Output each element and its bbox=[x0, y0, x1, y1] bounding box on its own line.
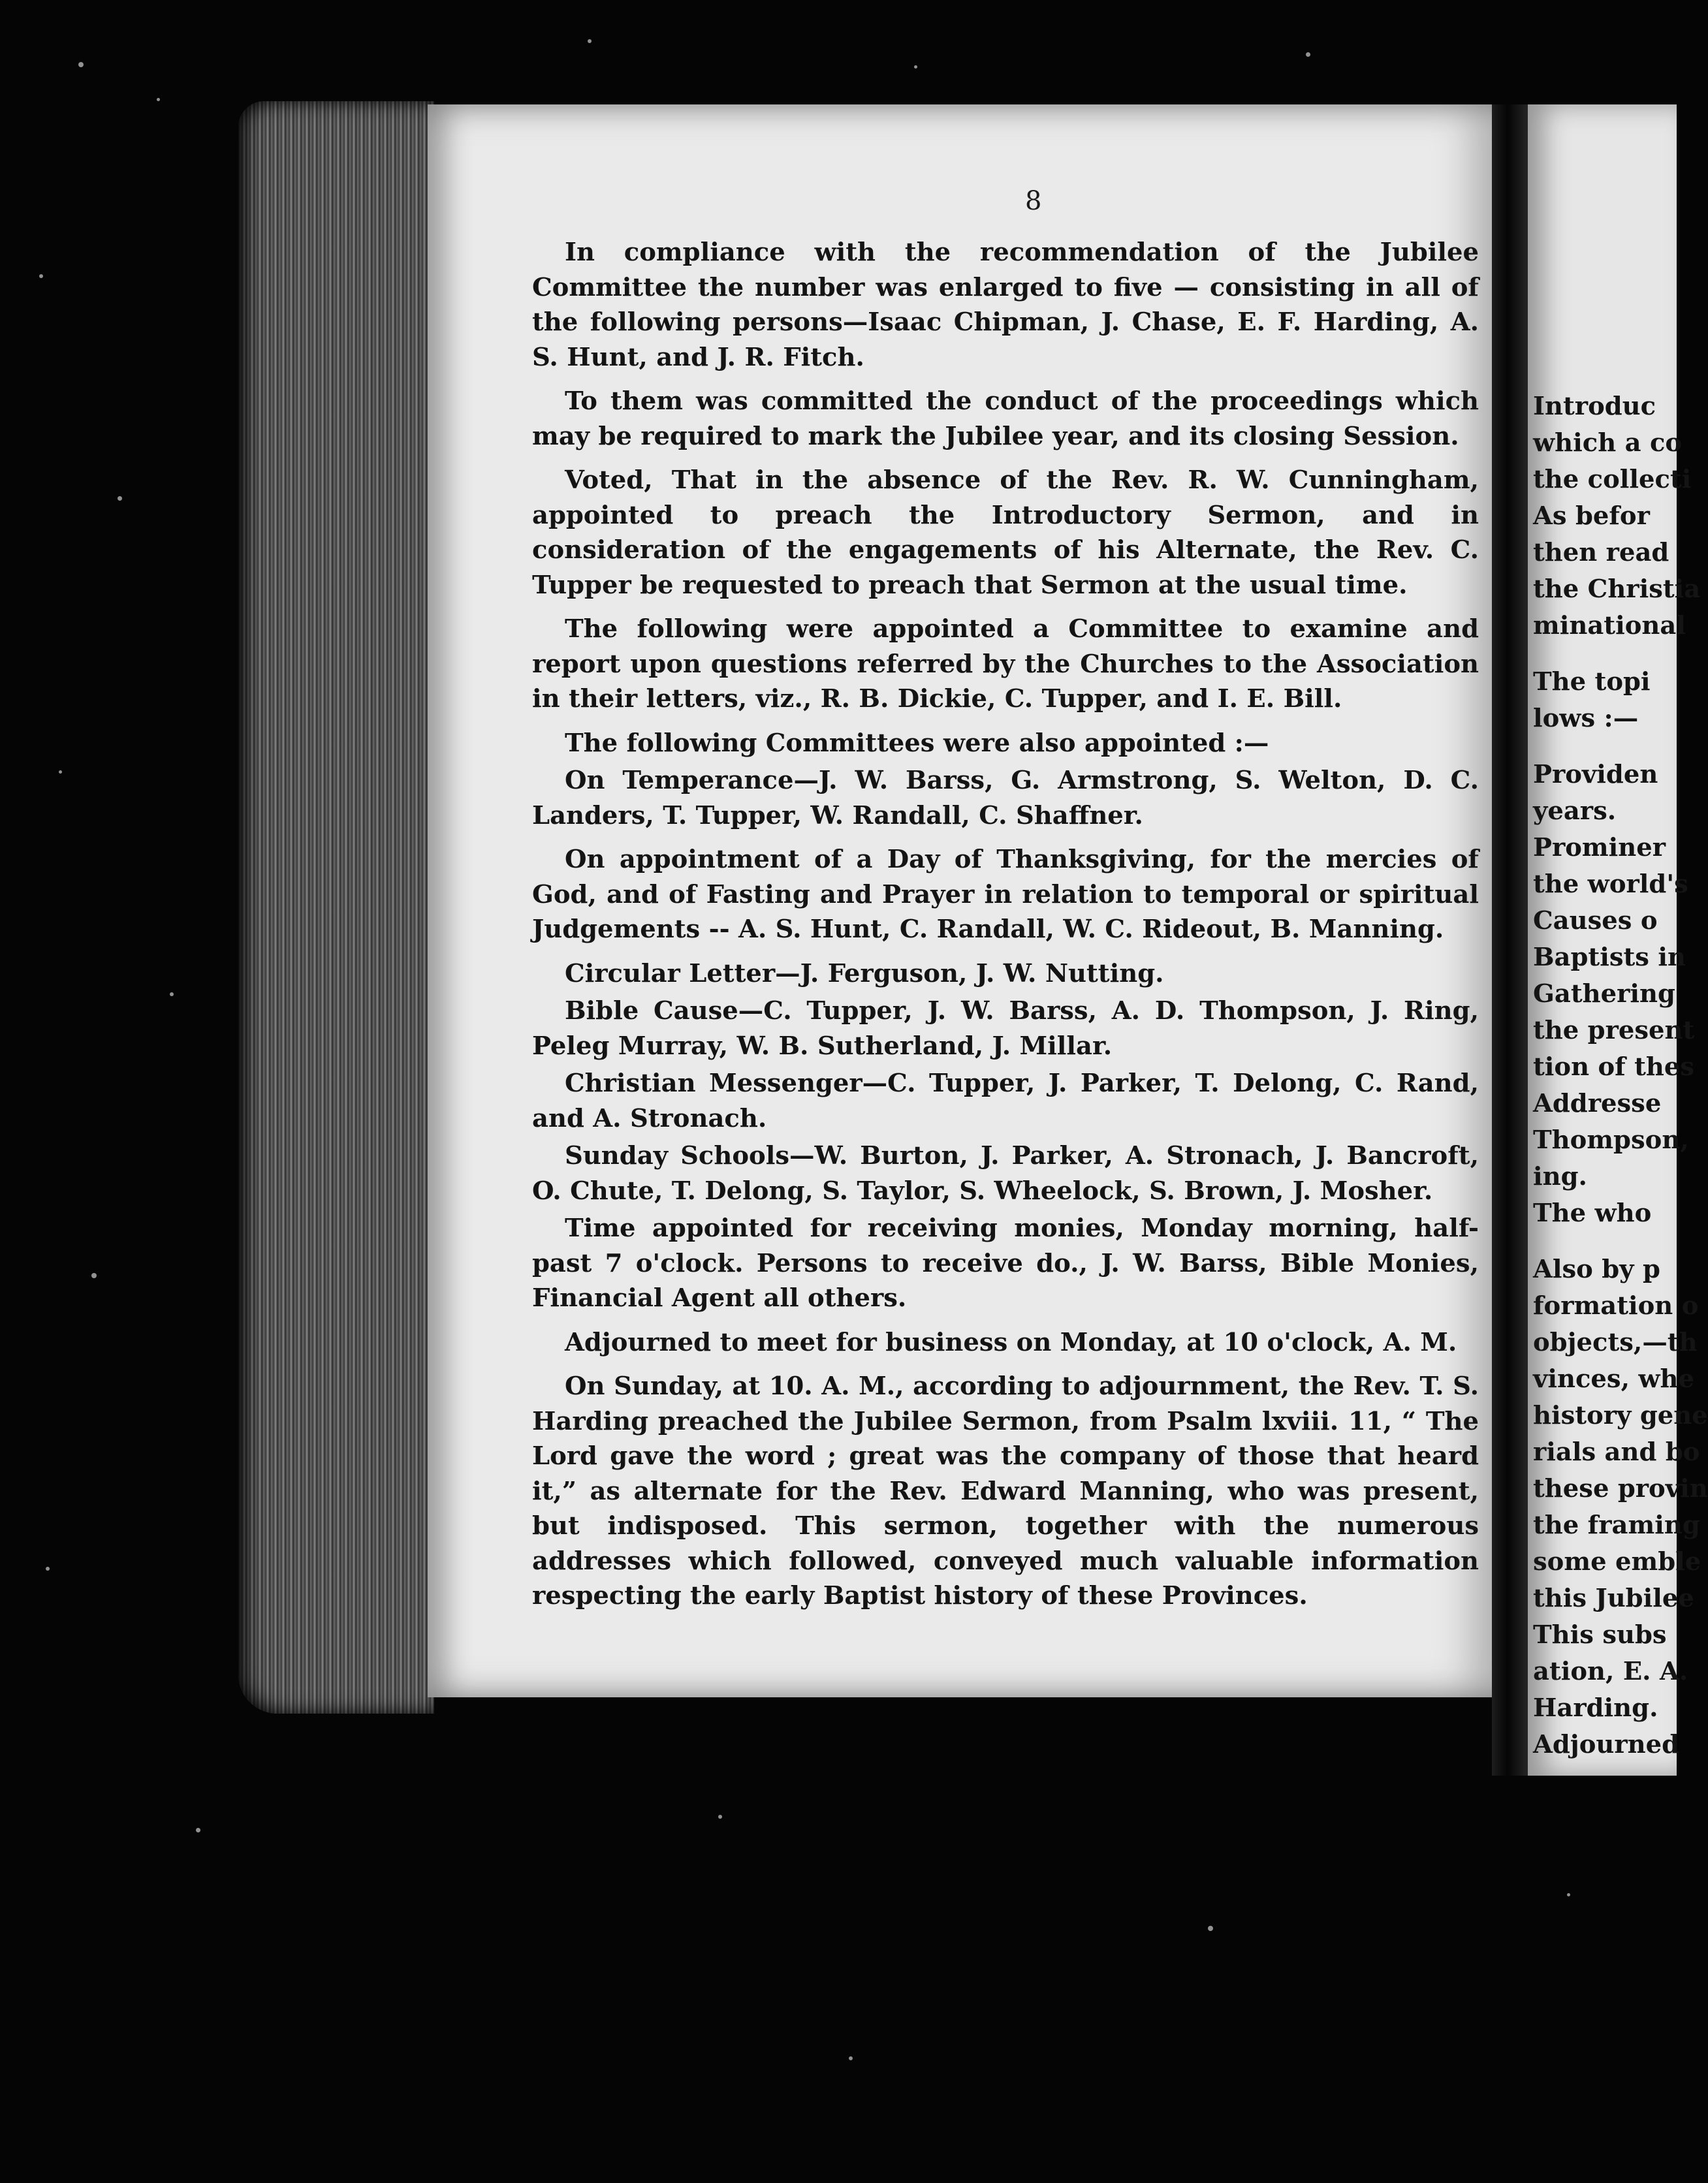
right-page-line: Addresse bbox=[1533, 1089, 1662, 1118]
right-page-line: The who bbox=[1533, 1199, 1652, 1228]
dust-speck bbox=[849, 2056, 853, 2060]
right-page-line: the framing bbox=[1533, 1511, 1700, 1540]
right-page-line: some emble bbox=[1533, 1547, 1701, 1577]
paragraph: Christian Messenger—C. Tupper, J. Parker, T. Delong, C. Rand, and A. Stronach. bbox=[532, 1069, 1479, 1133]
paragraph: The following Committees were also appointed :— bbox=[565, 728, 1269, 758]
dust-speck bbox=[196, 1828, 200, 1832]
dust-speck bbox=[170, 992, 174, 996]
dust-speck bbox=[588, 39, 592, 43]
right-page-line: ing. bbox=[1533, 1162, 1587, 1191]
right-page-line: which a co bbox=[1533, 428, 1683, 458]
paragraph: On Sunday, at 10. A. M., according to adjournment, the Rev. T. S. Harding preached the Jubilee Sermon, from Psalm lxviii. 11, “ The Lord gave the word ; great was the company of those that heard it,” as alternate for the Rev. Edward Manning, who was present, but indisposed. This sermon, together with the numerous addresses which followed, conveyed much valuable information respecting the early Baptist history of these Provinces. bbox=[532, 1372, 1479, 1610]
right-page-line: lows :— bbox=[1533, 704, 1639, 733]
dust-speck bbox=[91, 1273, 97, 1278]
dust-speck bbox=[157, 98, 160, 101]
paragraph: Adjourned to meet for business on Monday, at 10 o'clock, A. M. bbox=[565, 1327, 1457, 1357]
right-page-line: this Jubilee bbox=[1533, 1584, 1694, 1613]
right-page-line: these provin bbox=[1533, 1474, 1708, 1503]
paragraph: On appointment of a Day of Thanksgiving, for the mercies of God, and of Fasting and Prayer in relation to temporal or spiritual Judgements -- A. S. Hunt, C. Randall, W. C. Rideout, B. Manning. bbox=[532, 845, 1479, 944]
right-page-line: the collecti bbox=[1533, 465, 1692, 494]
paragraph: Time appointed for receiving monies, Monday morning, half-past 7 o'clock. Persons to receive do., J. W. Barss, Bible Monies, Financial Agent all others. bbox=[532, 1214, 1479, 1313]
book-page-edges bbox=[238, 101, 434, 1714]
right-page-line bbox=[1533, 1232, 1677, 1251]
right-page-line: the present bbox=[1533, 1016, 1695, 1045]
right-page-line: history gene bbox=[1533, 1401, 1708, 1430]
right-page-line: Adjourned bbox=[1533, 1730, 1680, 1759]
right-page-text bbox=[1533, 388, 1708, 1763]
paragraph: The following were appointed a Committee to examine and report upon questions referred by the Churches to the Association in their letters, viz., R. B. Dickie, C. Tupper, and I. E. Bill. bbox=[532, 614, 1479, 714]
right-page-line: As befor bbox=[1533, 501, 1650, 531]
right-page-line: the Christia bbox=[1533, 574, 1701, 604]
dust-speck bbox=[718, 1815, 722, 1819]
page-number: 8 bbox=[1025, 186, 1042, 216]
right-page-line: Gathering bbox=[1533, 979, 1675, 1009]
right-page-line bbox=[1533, 737, 1677, 757]
right-page-line: formation o bbox=[1533, 1291, 1699, 1321]
right-page-line: Providen bbox=[1533, 760, 1658, 789]
right-page-line: tion of thes bbox=[1533, 1052, 1695, 1082]
dust-speck bbox=[59, 770, 62, 774]
right-page-line: the world's bbox=[1533, 870, 1688, 899]
paragraph: Sunday Schools—W. Burton, J. Parker, A. Stronach, J. Bancroft, O. Chute, T. Delong, S. Taylor, S. Wheelock, S. Brown, J. Mosher. bbox=[532, 1141, 1479, 1206]
paragraph: Voted, That in the absence of the Rev. R. W. Cunningham, appointed to preach the Introductory Sermon, and in consideration of the engagements of his Alternate, the Rev. C. Tupper be requested to preach that Sermon at the usual time. bbox=[532, 465, 1479, 600]
dust-speck bbox=[39, 274, 43, 278]
paragraph: To them was committed the conduct of the proceedings which may be required to mark the Jubilee year, and its closing Session. bbox=[532, 386, 1479, 451]
dust-speck bbox=[78, 62, 84, 67]
right-page-line: ation, E. A. bbox=[1533, 1657, 1688, 1686]
right-page-line: Causes o bbox=[1533, 906, 1658, 935]
paragraph: Circular Letter—J. Ferguson, J. W. Nutting. bbox=[565, 958, 1164, 988]
paragraph: On Temperance—J. W. Barss, G. Armstrong, S. Welton, D. C. Landers, T. Tupper, W. Randall, C. Shaffner. bbox=[532, 766, 1479, 830]
right-page-line: Prominer bbox=[1533, 833, 1666, 862]
dust-speck bbox=[46, 1567, 50, 1571]
right-page-line: Also by p bbox=[1533, 1255, 1660, 1284]
right-page-line: Harding. bbox=[1533, 1693, 1658, 1723]
right-page-line: rials and bo bbox=[1533, 1437, 1700, 1467]
paragraph: In compliance with the recommendation of the Jubilee Committee the number was enlarged to five — consisting in all of the following persons—Isaac Chipman, J. Chase, E. F. Harding, A. S. Hunt, and J. R. Fitch. bbox=[532, 238, 1479, 372]
right-page-line: Thompson, bbox=[1533, 1125, 1689, 1155]
right-page-line: This subs bbox=[1533, 1620, 1667, 1650]
right-page-line: years. bbox=[1533, 796, 1617, 826]
right-page-line: The topi bbox=[1533, 667, 1651, 697]
dust-speck bbox=[1306, 52, 1310, 57]
right-page-line bbox=[1533, 644, 1677, 664]
right-page-line: then read bbox=[1533, 538, 1669, 567]
paragraph: Bible Cause—C. Tupper, J. W. Barss, A. D. Thompson, J. Ring, Peleg Murray, W. B. Sutherland, J. Millar. bbox=[532, 996, 1479, 1061]
right-page-line: minational bbox=[1533, 611, 1686, 640]
right-page-line: Introduc bbox=[1533, 392, 1656, 421]
book-gutter bbox=[1492, 104, 1531, 1776]
right-page-line: vinces, whe bbox=[1533, 1364, 1695, 1394]
right-page-line: objects,—th bbox=[1533, 1328, 1698, 1357]
dust-speck bbox=[914, 65, 917, 69]
dust-speck bbox=[1208, 1926, 1213, 1931]
dust-speck bbox=[1567, 1893, 1570, 1896]
dust-speck bbox=[118, 496, 122, 501]
page-text bbox=[532, 235, 1479, 1623]
right-page-line: Baptists in bbox=[1533, 943, 1686, 972]
